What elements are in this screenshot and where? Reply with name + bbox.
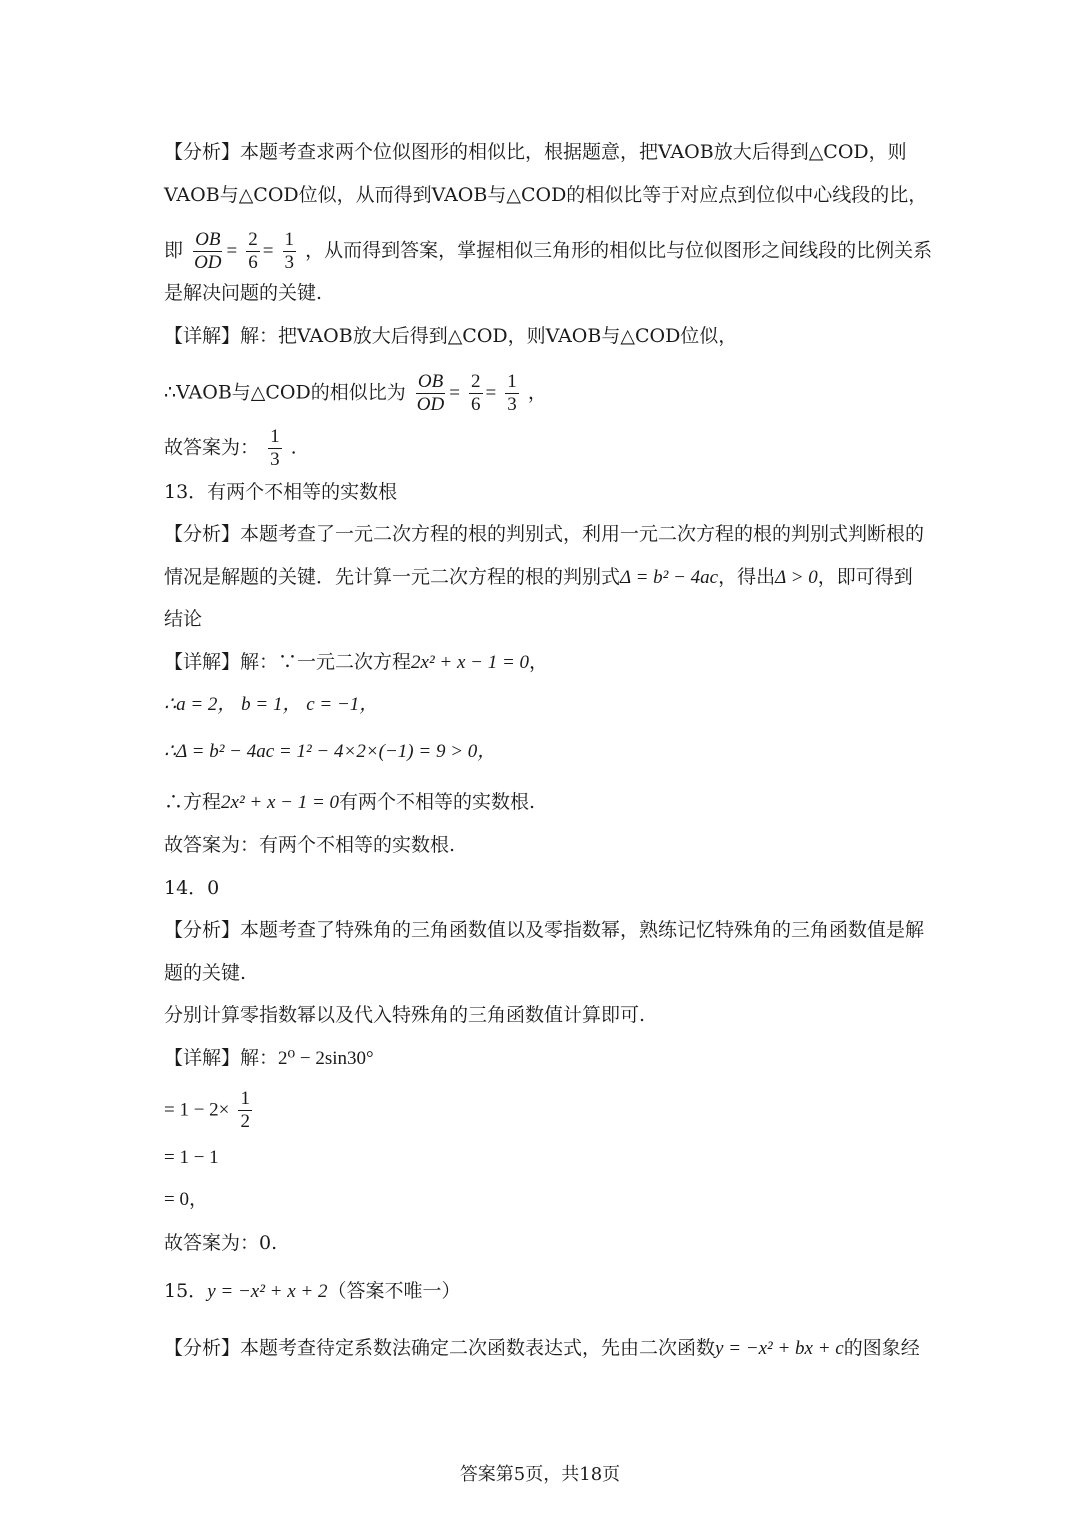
fraction-1-2: $\frac{1}{2}$ bbox=[240, 1088, 250, 1132]
line-analysis-12-a: 【分析】本题考查求两个位似图形的相似比，根据题意，把VAOB放大后得到△COD，则 bbox=[164, 141, 907, 163]
fraction-ob-od: $\frac{OB}{OD}$ bbox=[416, 371, 445, 415]
line-detail-14-a: 【详解】解：2⁰ − 2sin30° bbox=[164, 1047, 374, 1069]
line-detail-14-d: = 0， bbox=[164, 1189, 208, 1210]
fraction-2-6: $\frac{2}{6}$ bbox=[248, 229, 258, 273]
line-answer-13: 故答案为：有两个不相等的实数根. bbox=[164, 834, 456, 856]
question-13-heading: 13．有两个不相等的实数根 bbox=[164, 481, 398, 503]
fraction-1-3: $\frac{1}{3}$ bbox=[270, 426, 280, 470]
line-analysis-13-c: 结论 bbox=[164, 608, 203, 630]
line-detail-14-b: = 1 − 2× $\frac{1}{2}$ bbox=[164, 1088, 250, 1132]
line-detail-13-a: 【详解】解：∵一元二次方程2x² + x − 1 = 0， bbox=[164, 651, 549, 673]
fraction-ob-od: $\frac{OB}{OD}$ bbox=[194, 229, 222, 273]
line-analysis-15-a: 【分析】本题考查待定系数法确定二次函数表达式，先由二次函数y = −x² + bx + c的图象经 bbox=[164, 1337, 920, 1359]
line-analysis-14-b: 题的关键. bbox=[164, 962, 247, 984]
general-quadratic-function: y = −x² + bx + c bbox=[715, 1338, 844, 1359]
quadratic-equation: 2x² + x − 1 = 0 bbox=[221, 792, 340, 813]
line-analysis-14-a: 【分析】本题考查了特殊角的三角函数值以及零指数幂，熟练记忆特殊角的三角函数值是解 bbox=[164, 919, 925, 941]
fraction-1-3: $\frac{1}{3}$ bbox=[507, 371, 517, 415]
line-analysis-13-b: 情况是解题的关键．先计算一元二次方程的根的判别式Δ = b² − 4ac，得出Δ > 0，即可得到 bbox=[164, 566, 913, 588]
fraction-1-3: $\frac{1}{3}$ bbox=[284, 229, 295, 273]
line-detail-13-b: ∴a = 2， b = 1， c = −1， bbox=[164, 694, 379, 715]
expression-zero-power: 2⁰ − 2sin30° bbox=[278, 1048, 374, 1069]
discriminant-formula: Δ = b² − 4ac bbox=[620, 567, 719, 588]
quadratic-function: y = −x² + x + 2 bbox=[207, 1281, 328, 1302]
line-detail-12-a: 【详解】解：把VAOB放大后得到△COD，则VAOB与△COD位似， bbox=[164, 325, 738, 347]
discriminant-positive: Δ > 0 bbox=[775, 567, 818, 588]
line-analysis-12-b: VAOB与△COD位似，从而得到VAOB与△COD的相似比等于对应点到位似中心线段的比， bbox=[164, 184, 928, 206]
line-detail-13-d: ∴方程2x² + x − 1 = 0有两个不相等的实数根. bbox=[164, 791, 536, 813]
question-15-heading: 15．y = −x² + x + 2（答案不唯一） bbox=[164, 1280, 461, 1302]
page-footer: 答案第5页，共18页 bbox=[459, 1464, 621, 1485]
line-answer-12: 故答案为： $\frac{1}{3}$ . bbox=[164, 426, 297, 470]
line-detail-12-b: ∴VAOB与△COD的相似比为 $\frac{OB}{OD}$ = $\frac{2}{6}$ = $\frac{1}{3}$ ， bbox=[164, 371, 547, 415]
fraction-2-6: $\frac{2}{6}$ bbox=[471, 371, 481, 415]
line-analysis-14-c: 分别计算零指数幂以及代入特殊角的三角函数值计算即可. bbox=[164, 1004, 646, 1026]
line-analysis-13-a: 【分析】本题考查了一元二次方程的根的判别式，利用一元二次方程的根的判别式判断根的 bbox=[164, 523, 925, 545]
line-analysis-12-d: 是解决问题的关键. bbox=[164, 282, 323, 304]
line-detail-14-c: = 1 − 1 bbox=[164, 1147, 219, 1168]
quadratic-equation: 2x² + x − 1 = 0 bbox=[411, 652, 530, 673]
line-detail-13-c: ∴Δ = b² − 4ac = 1² − 4×2×(−1) = 9 > 0， bbox=[164, 741, 497, 762]
line-analysis-12-c: 即 $\frac{OB}{OD}$ = $\frac{2}{6}$ = $\frac{1}{3}$ ，从而得到答案，掌握相似三角形的相似比与位似图形之间线段的比例关系 bbox=[164, 229, 933, 273]
question-14-heading: 14．0 bbox=[164, 877, 220, 899]
line-answer-14: 故答案为：0. bbox=[164, 1232, 278, 1254]
